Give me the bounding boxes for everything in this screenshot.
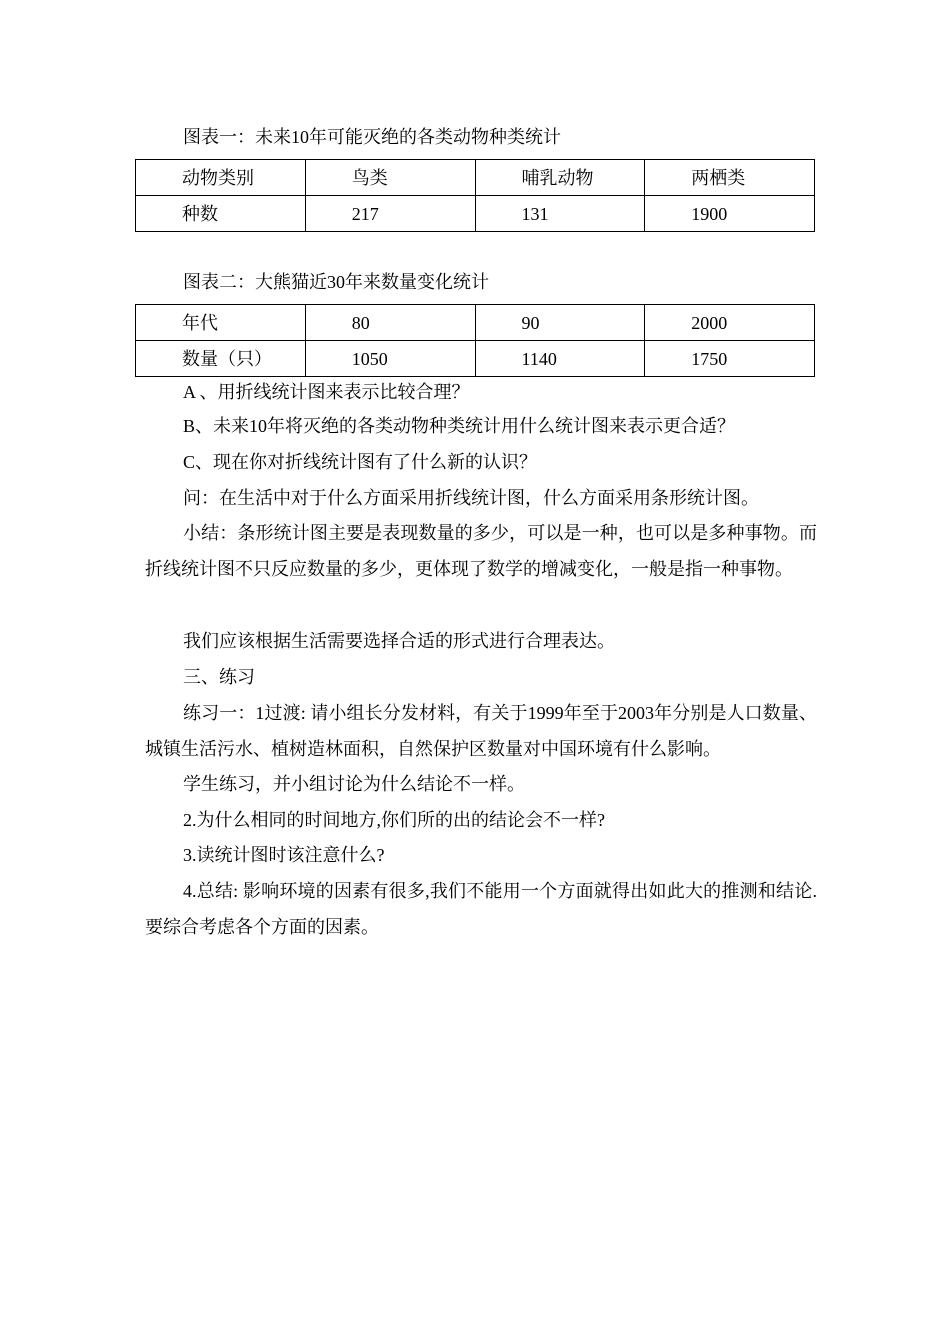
table-cell: 年代 bbox=[136, 305, 306, 341]
exercise-one-paragraph: 练习一：1过渡: 请小组长分发材料，有关于1999年至于2003年分别是人口数量、城镇生活污水、植树造林面积，自然保护区数量对中国环境有什么影响。 bbox=[145, 703, 817, 759]
question-a: A 、用折线统计图来表示比较合理？ bbox=[183, 382, 470, 402]
table1 bbox=[135, 159, 815, 232]
table-cell: 90 bbox=[475, 305, 645, 341]
table-cell: 哺乳动物 bbox=[475, 160, 645, 196]
question-2: 2.为什么相同的时间地方,你们所的出的结论会不一样? bbox=[183, 810, 605, 830]
table-cell: 2000 bbox=[645, 305, 815, 341]
table-cell: 217 bbox=[305, 196, 475, 232]
question-c: C、现在你对折线统计图有了什么新的认识？ bbox=[183, 452, 538, 472]
question-4: 4.总结: 影响环境的因素有很多,我们不能用一个方面就得出如此大的推测和结论.要综合考虑各个方面的因素。 bbox=[145, 881, 817, 937]
table-cell: 1750 bbox=[645, 341, 815, 377]
question-ask: 问：在生活中对于什么方面采用折线统计图，什么方面采用条形统计图。 bbox=[183, 488, 759, 508]
table-cell: 1140 bbox=[475, 341, 645, 377]
question-b: B、未来10年将灭绝的各类动物种类统计用什么统计图来表示更合适？ bbox=[183, 416, 736, 436]
table-cell: 1900 bbox=[645, 196, 815, 232]
section-heading-practice: 三、练习 bbox=[183, 667, 255, 687]
conclusion-paragraph: 我们应该根据生活需要选择合适的形式进行合理表达。 bbox=[183, 631, 615, 651]
student-practice-paragraph: 学生练习，并小组讨论为什么结论不一样。 bbox=[183, 774, 525, 794]
table-row bbox=[136, 160, 815, 196]
table-cell: 1050 bbox=[305, 341, 475, 377]
table-row bbox=[136, 196, 815, 232]
table-row bbox=[136, 305, 815, 341]
table-cell: 鸟类 bbox=[305, 160, 475, 196]
table2-caption: 图表二：大熊猫近30年来数量变化统计 bbox=[183, 272, 489, 292]
table-cell: 两栖类 bbox=[645, 160, 815, 196]
table1-caption: 图表一：未来10年可能灭绝的各类动物种类统计 bbox=[183, 127, 561, 147]
table-row bbox=[136, 341, 815, 377]
question-3: 3.读统计图时该注意什么? bbox=[183, 845, 385, 865]
table2 bbox=[135, 304, 815, 377]
summary-paragraph: 小结：条形统计图主要是表现数量的多少，可以是一种，也可以是多种事物。而折线统计图不只反应数量的多少，更体现了数学的增减变化，一般是指一种事物。 bbox=[145, 523, 817, 579]
table-cell: 80 bbox=[305, 305, 475, 341]
table-cell: 种数 bbox=[136, 196, 306, 232]
table-cell: 数量（只） bbox=[136, 341, 306, 377]
table-cell: 动物类别 bbox=[136, 160, 306, 196]
table-cell: 131 bbox=[475, 196, 645, 232]
